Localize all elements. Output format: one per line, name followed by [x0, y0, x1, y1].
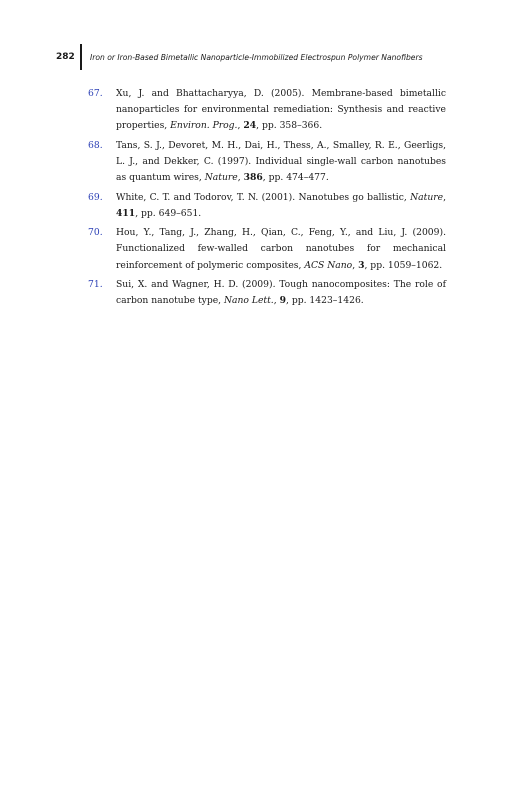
reference-item: [88, 86, 446, 135]
reference-body: Sui, X. and Wagner, H. D. (2009). Tough nanocomposites: The role of carbon nanotube type,: [116, 278, 446, 307]
reference-number[interactable]: 68.: [88, 139, 103, 151]
reference-item: [88, 190, 446, 222]
volume-number: 24: [243, 120, 257, 132]
page-number: 282: [56, 52, 75, 62]
reference-number[interactable]: 67.: [88, 88, 103, 99]
page-range: , pp. 649–651.: [135, 207, 202, 219]
reference-text: Hou, Y., Tang, J., Zhang, H., Qian, C., Feng, Y., and Liu, J. (2009). Functionalized few-walled carbon nanotubes for mechanical reinforcement of polymeric composites, ACS Nano, 3, pp. 1059–1062.: [116, 227, 446, 271]
reference-item: [88, 138, 446, 187]
reference-number[interactable]: 70.: [88, 227, 103, 239]
journal-name: Nature: [410, 191, 444, 203]
page-range: , pp. 1423–1426.: [285, 295, 364, 307]
reference-body: Xu, J. and Bhattacharyya, D. (2005). Membrane-based bimetallic nanoparticles for environmental remediation: Synthesis and reactive properties,: [116, 88, 446, 132]
journal-name: Nano Lett.: [224, 295, 274, 307]
volume-number: 386: [243, 172, 263, 184]
reference-body: Hou, Y., Tang, J., Zhang, H., Qian, C., Feng, Y., and Liu, J. (2009). Functionalized few-walled carbon nanotubes for mechanical reinforcement of polymeric composites,: [116, 227, 446, 271]
reference-text: Sui, X. and Wagner, H. D. (2009). Tough nanocomposites: The role of carbon nanotube type, Nano Lett., 9, pp. 1423–1426.: [116, 278, 446, 307]
reference-body: Tans, S. J., Devoret, M. H., Dai, H., Thess, A., Smalley, R. E., Geerligs, L. J., and Dekker, C. (1997). Individual single-wall carbon nanotubes as quantum wires,: [116, 139, 446, 184]
volume-number: 411: [116, 207, 136, 219]
reference-item: [88, 225, 446, 274]
reference-text: White, C. T. and Todorov, T. N. (2001). Nanotubes go ballistic, Nature, 411, pp. 649–651.: [116, 191, 446, 219]
reference-number[interactable]: 71.: [88, 278, 103, 290]
journal-name: Nature: [204, 172, 238, 184]
page-header: [0, 44, 531, 70]
running-title: Iron or Iron-Based Bimetallic Nanoparticle-Immobilized Electrospun Polymer Nanofibers: [90, 53, 423, 62]
reference-number[interactable]: 69.: [88, 191, 103, 203]
page-range: , pp. 1059–1062.: [364, 259, 443, 271]
reference-body: White, C. T. and Todorov, T. N. (2001). Nanotubes go ballistic,: [116, 191, 411, 203]
header-divider: [80, 44, 82, 70]
page-range: , pp. 358–366.: [256, 120, 323, 132]
reference-item: [88, 277, 446, 309]
volume-number: 3: [358, 259, 365, 271]
reference-text: Tans, S. J., Devoret, M. H., Dai, H., Thess, A., Smalley, R. E., Geerligs, L. J., and Dekker, C. (1997). Individual single-wall carbon nanotubes as quantum wires, Nature, 386, pp. 474–477.: [116, 139, 446, 184]
journal-name: ACS Nano: [304, 259, 353, 271]
page-range: , pp. 474–477.: [262, 172, 329, 184]
journal-name: Environ. Prog.: [170, 120, 238, 132]
volume-number: 9: [279, 295, 286, 307]
reference-list: [88, 86, 446, 313]
reference-text: Xu, J. and Bhattacharyya, D. (2005). Membrane-based bimetallic nanoparticles for environmental remediation: Synthesis and reactive properties, Environ. Prog., 24, pp. 358–366.: [116, 88, 446, 132]
